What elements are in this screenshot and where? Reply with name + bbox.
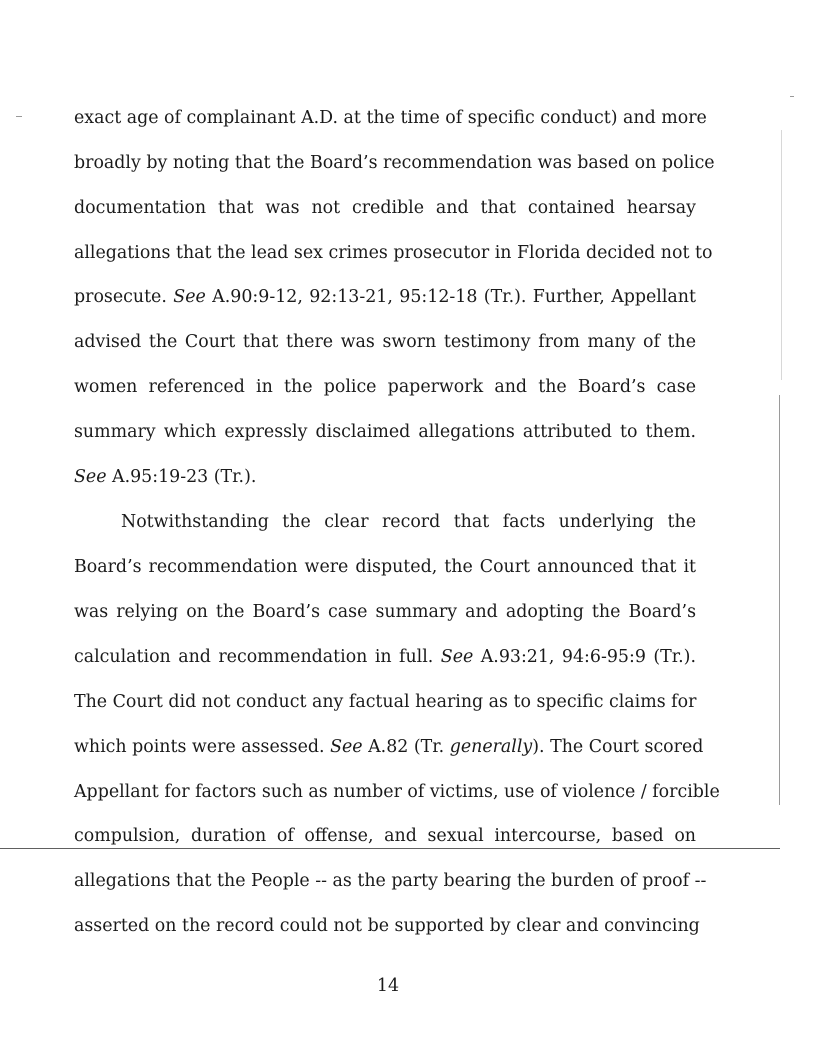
body-line: asserted on the record could not be supported by clear and convincing <box>74 916 700 936</box>
body-line: Board’s recommendation were disputed, the Court announced that it <box>74 557 696 577</box>
body-line: calculation and recommendation in full. See A.93:21, 94:6-95:9 (Tr.). <box>74 647 696 667</box>
page-number: 14 <box>376 976 400 996</box>
body-line: allegations that the lead sex crimes prosecutor in Florida decided not to <box>74 243 713 263</box>
body-line: exact age of complainant A.D. at the time of specific conduct) and more <box>74 108 707 128</box>
citation-signal: See <box>173 287 206 307</box>
body-line: documentation that was not credible and that contained hearsay <box>74 198 696 218</box>
body-line: which points were assessed. See A.82 (Tr. generally). The Court scored <box>74 737 704 757</box>
body-line: summary which expressly disclaimed allegations attributed to them. <box>74 422 696 442</box>
body-line: Appellant for factors such as number of victims, use of violence / forcible <box>74 782 720 802</box>
body-line: prosecute. See A.90:9-12, 92:13-21, 95:12-18 (Tr.). Further, Appellant <box>74 287 696 307</box>
citation-parenthetical: generally <box>449 737 533 757</box>
scan-artifact-speck <box>16 116 22 117</box>
scan-artifact-rule <box>0 848 780 849</box>
body-line: was relying on the Board’s case summary and adopting the Board’s <box>74 602 696 622</box>
citation-signal: See <box>330 737 363 757</box>
body-line: broadly by noting that the Board’s recommendation was based on police <box>74 153 715 173</box>
scan-artifact-margin-line <box>781 130 782 380</box>
citation-signal: See <box>74 467 107 487</box>
citation-signal: See <box>440 647 474 667</box>
body-line: The Court did not conduct any factual hearing as to specific claims for <box>74 692 697 712</box>
body-line: compulsion, duration of offense, and sexual intercourse, based on <box>74 826 696 846</box>
body-line: advised the Court that there was sworn testimony from many of the <box>74 332 696 352</box>
scan-artifact-speck <box>790 96 794 97</box>
paragraph-first-line: Notwithstanding the clear record that facts underlying the <box>121 512 696 532</box>
body-line: allegations that the People -- as the party bearing the burden of proof -- <box>74 871 707 891</box>
scan-artifact-margin-line <box>779 395 780 805</box>
body-line: See A.95:19-23 (Tr.). <box>74 467 257 487</box>
body-line: women referenced in the police paperwork and the Board’s case <box>74 377 696 397</box>
